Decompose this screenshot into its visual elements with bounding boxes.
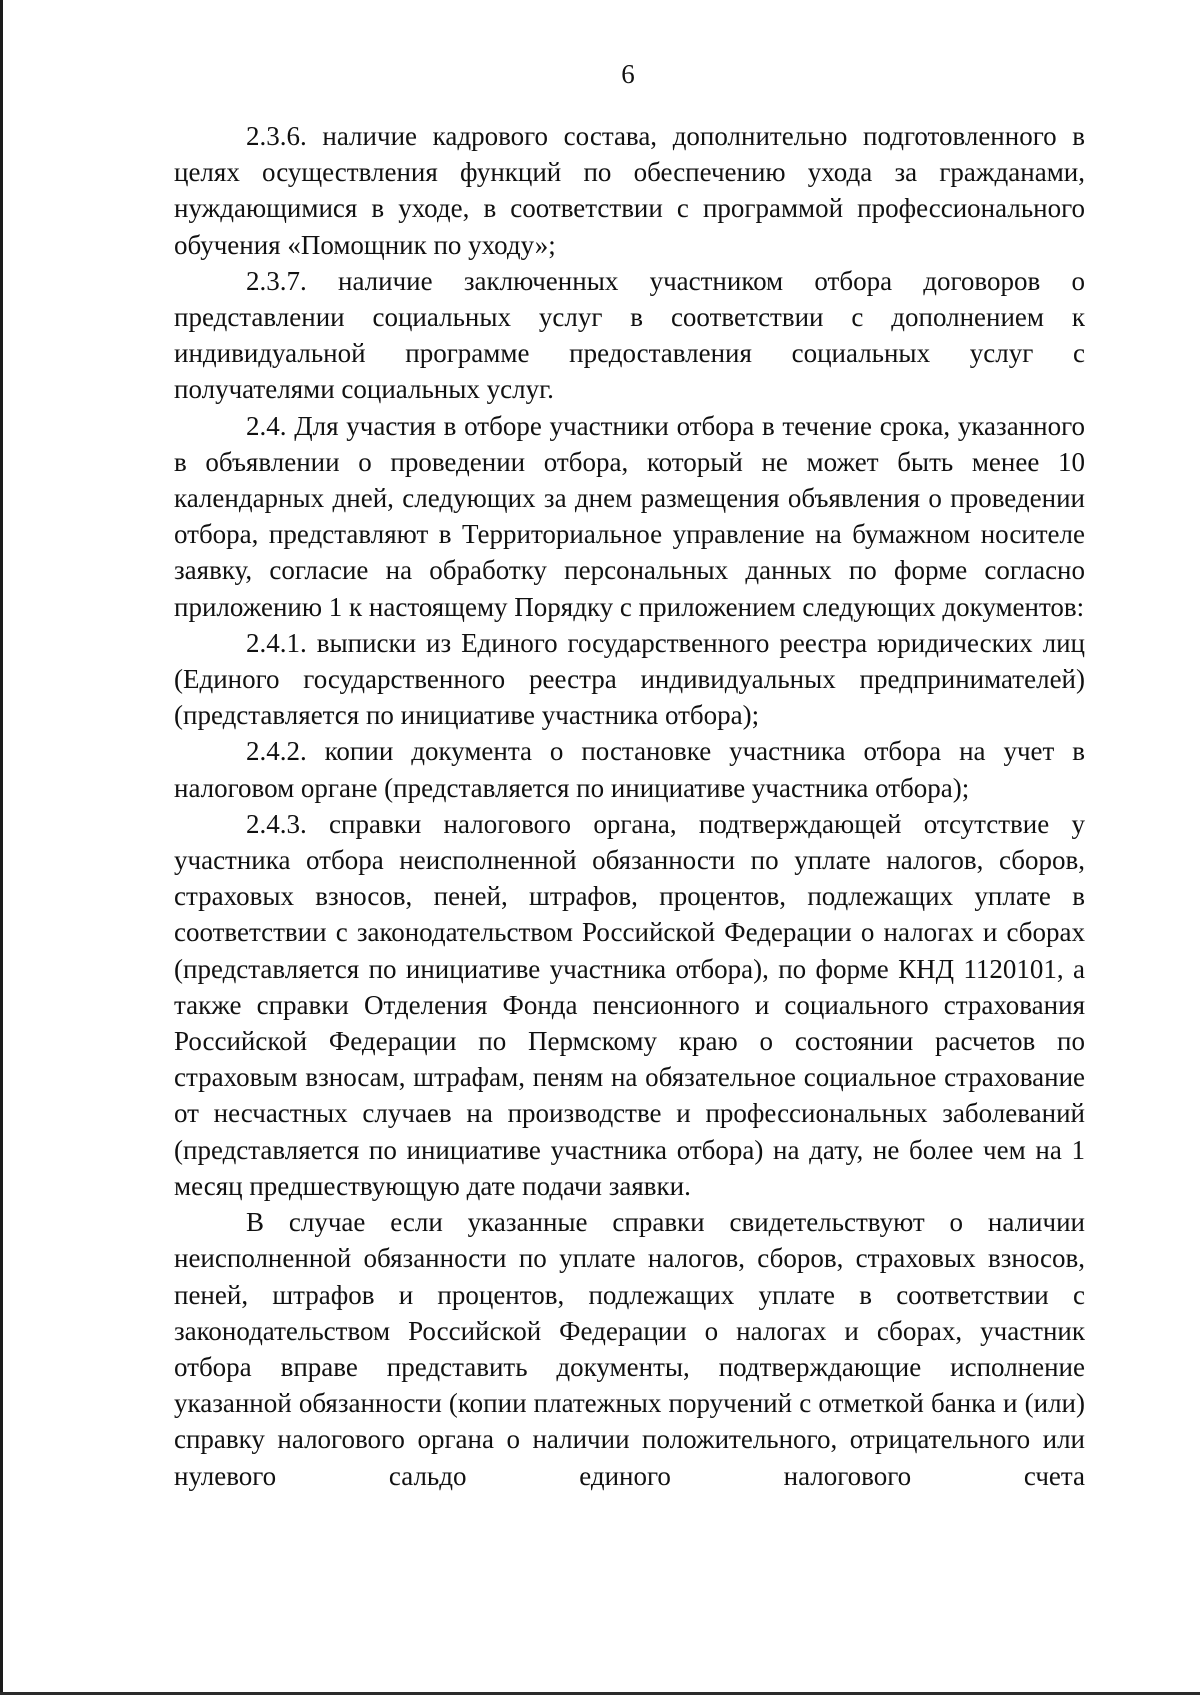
scan-edge-left <box>0 0 3 1695</box>
paragraph-certificate-case: В случае если указанные справки свидетельствуют о наличии неисполненной обязанности по уплате налогов, сборов, страховых взносов, пеней, штрафов и процентов, подлежащих уплате в соответствии с законодательством Российской Федерации о налогах и сборах, участник отбора вправе представить документы, подтверждающие исполнение указанной обязанности (копии платежных поручений с отметкой банка и (или) справку налогового органа о наличии положительного, отрицательного или нулевого сальдо единого налогового счета <box>174 1207 1085 1491</box>
paragraph-2-3-6: 2.3.6. наличие кадрового состава, дополнительно подготовленного в целях осуществления функций по обеспечению ухода за гражданами, нуждающимися в уходе, в соответствии с программой профессионального обучения «Помощник по уходу»; <box>174 121 1085 260</box>
document-body <box>174 118 1085 1494</box>
paragraph-2-4: 2.4. Для участия в отборе участники отбора в течение срока, указанного в объявлении о проведении отбора, который не может быть менее 10 календарных дней, следующих за днем размещения объявления о проведении отбора, представляют в Территориальное управление на бумажном носителе заявку, согласие на обработку персональных данных по форме согласно приложению 1 к настоящему Порядку с приложением следующих документов: <box>174 410 1085 622</box>
paragraph-2-4-1: 2.4.1. выписки из Единого государственного реестра юридических лиц (Единого государственного реестра индивидуальных предпринимателей) (представляется по инициативе участника отбора); <box>174 627 1085 731</box>
paragraph-2-4-2: 2.4.2. копии документа о постановке участника отбора на учет в налоговом органе (представляется по инициативе участника отбора); <box>174 736 1085 803</box>
page-number: 6 <box>621 59 635 89</box>
paragraph-2-3-7: 2.3.7. наличие заключенных участником отбора договоров о представлении социальных услуг в соответствии с дополнением к индивидуальной программе предоставления социальных услуг с получателями социальных услуг. <box>174 265 1085 405</box>
paragraph-2-4-3: 2.4.3. справки налогового органа, подтверждающей отсутствие у участника отбора неисполненной обязанности по уплате налогов, сборов, страховых взносов, пеней, штрафов, процентов, подлежащих уплате в соответствии с законодательством Российской Федерации о налогах и сборах (представляется по инициативе участника отбора), по форме КНД 1120101, а также справки Отделения Фонда пенсионного и социального страхования Российской Федерации по Пермскому краю о состоянии расчетов по страховым взносам, штрафам, пеням на обязательное социальное страхование от несчастных случаев на производстве и профессиональных заболеваний (представляется по инициативе участника отбора) на дату, не более чем на 1 месяц предшествующую дате подачи заявки. <box>174 808 1085 1201</box>
